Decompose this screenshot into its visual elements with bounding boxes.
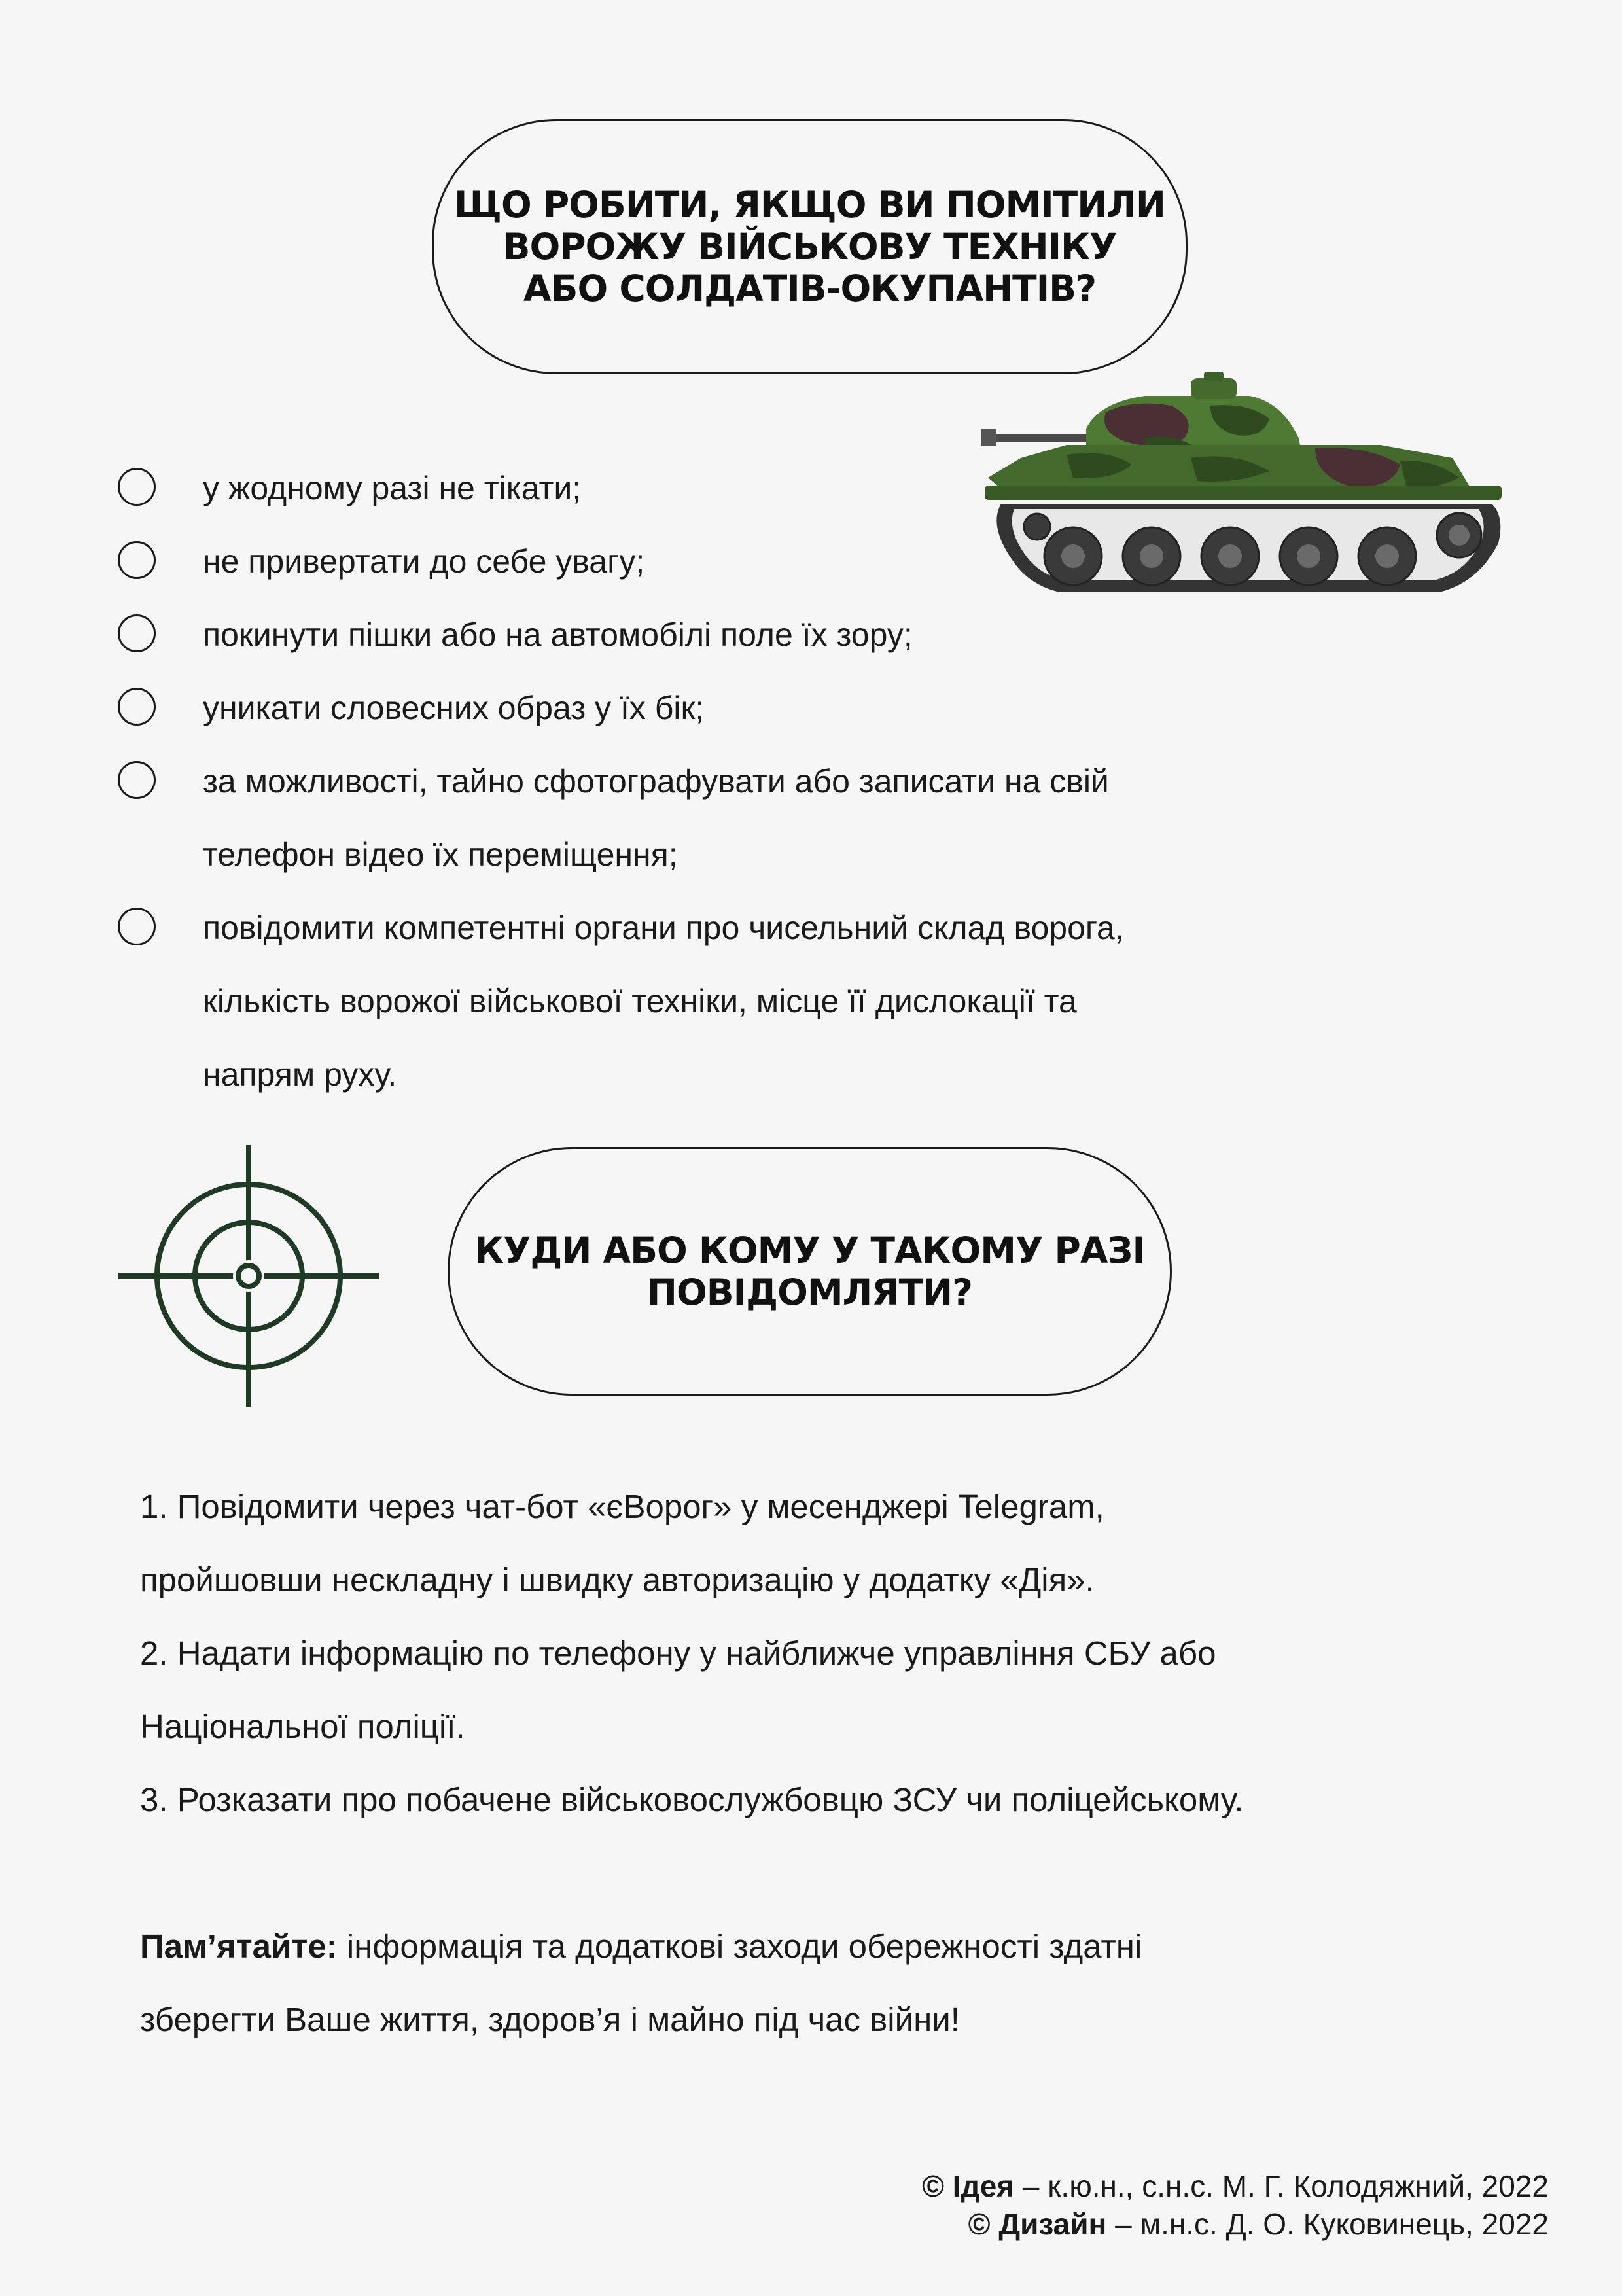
list-item-text: напрям руху. — [203, 1056, 397, 1093]
circle-icon — [118, 468, 156, 506]
tank-hatch-top — [1204, 372, 1224, 381]
list-item — [115, 671, 1292, 745]
list-item-text: покинути пішки або на автомобілі поле їх зору; — [203, 616, 913, 653]
tank-hatch — [1191, 378, 1237, 399]
tank-barrel — [988, 434, 1086, 442]
section2-title-pill — [448, 1147, 1172, 1396]
circle-icon — [118, 614, 156, 652]
reminder-text: інформація та додаткові заходи обережності здатні — [337, 1928, 1142, 1965]
list-item-text: за можливості, тайно сфотографувати або записати на свій — [203, 763, 1109, 800]
tank-muzzle — [981, 429, 996, 446]
circle-icon — [118, 908, 156, 945]
step-line: 3. Розказати про побачене військовослужбовцю ЗСУ чи поліцейському. — [140, 1781, 1244, 1818]
step-line: Національної поліції. — [140, 1708, 465, 1745]
list-item-text: повідомити компетентні органи про чисельний склад ворога, — [203, 910, 1124, 946]
circle-icon — [118, 688, 156, 726]
section2-title-line: ПОВІДОМЛЯТИ? — [646, 1271, 973, 1313]
reminder-note — [140, 1910, 1383, 2057]
section1-title-line: АБО СОЛДАТІВ-ОКУПАНТІВ? — [523, 268, 1096, 309]
section2-title-line: КУДИ АБО КОМУ У ТАКОМУ РАЗІ — [474, 1229, 1145, 1271]
step-line: 1. Повідомити через чат-бот «єВорог» у месенджері Telegram, — [140, 1488, 1104, 1525]
tips-list — [115, 451, 1292, 1111]
section1-title-line: ВОРОЖУ ВІЙСЬКОВУ ТЕХНІКУ — [502, 226, 1117, 268]
list-item-text: телефон відео їх переміщення; — [203, 836, 678, 873]
credit-idea-text: – к.ю.н., с.н.с. М. Г. Колодяжний, 2022 — [1014, 2169, 1549, 2203]
list-item — [115, 451, 1292, 525]
section1-title-line: ЩО РОБИТИ, ЯКЩО ВИ ПОМІТИЛИ — [454, 184, 1165, 226]
list-item-text: не привертати до себе увагу; — [203, 543, 645, 580]
list-item — [115, 891, 1292, 1111]
list-item — [115, 525, 1292, 598]
step-line: 2. Надати інформацію по телефону у найближче управління СБУ або — [140, 1634, 1216, 1672]
crosshair-icon — [115, 1142, 383, 1410]
copyright-symbol: © — [922, 2169, 944, 2203]
list-item-text: уникати словесних образ у їх бік; — [203, 690, 705, 726]
list-item-text: кількість ворожої військової техніки, місце її дислокації та — [203, 983, 1077, 1019]
circle-icon — [118, 761, 156, 799]
credit-design-text: – м.н.с. Д. О. Куковинець, 2022 — [1106, 2207, 1549, 2241]
section1-title — [454, 184, 1165, 309]
section1-title-pill — [432, 119, 1188, 374]
reminder-line: зберегти Ваше життя, здоров’я і майно під час війни! — [140, 2001, 960, 2038]
credit-design — [922, 2205, 1549, 2243]
steps-list — [140, 1470, 1514, 1837]
credit-idea — [922, 2167, 1549, 2205]
list-item — [115, 745, 1292, 891]
reminder-label: Пам’ятайте: — [140, 1928, 338, 1965]
credits — [922, 2167, 1549, 2243]
copyright-symbol: © — [968, 2207, 991, 2241]
list-item-text: у жодному разі не тікати; — [203, 470, 582, 506]
list-item — [115, 598, 1292, 671]
credit-idea-label: Ідея — [952, 2169, 1015, 2203]
credit-design-label: Дизайн — [998, 2207, 1107, 2241]
circle-icon — [118, 541, 156, 579]
step-line: пройшовши нескладну і швидку авторизацію у додатку «Дія». — [140, 1561, 1095, 1598]
reminder-line — [140, 1910, 1383, 1983]
section2-title — [474, 1229, 1145, 1313]
